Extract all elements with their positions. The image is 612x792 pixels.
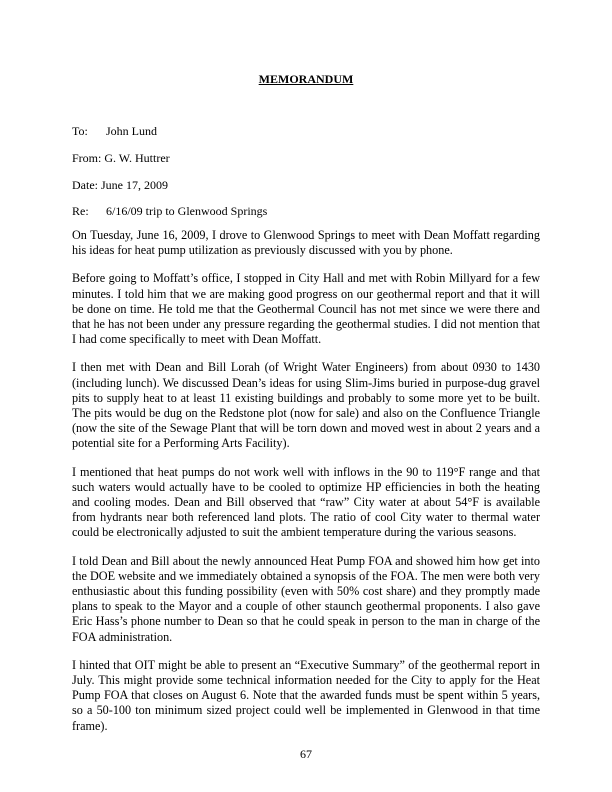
paragraph: I mentioned that heat pumps do not work well with inflows in the 90 to 119°F range and that such waters would actually have to be cooled to optimize HP efficiencies in both the heating and cooling modes. Dean and Bill observed that “raw” City water at about 54°F is available from hydrants near both referenced land plots. The ratio of cool City water to thermal water could be electronically adjusted to suit the ambient temperature during the various seasons. xyxy=(72,464,540,540)
paragraph: On Tuesday, June 16, 2009, I drove to Glenwood Springs to meet with Dean Moffatt regarding his ideas for heat pump utilization as previously discussed with you by phone. xyxy=(72,228,540,258)
date-line: Date: June 17, 2009 xyxy=(72,178,168,192)
paragraph: I hinted that OIT might be able to present an “Executive Summary” of the geothermal report in July. This might provide some technical information needed for the City to apply for the Heat Pump FOA that closes on August 6. Note that the awarded funds must be spent within 5 years, so a 50-100 ton minimum sized project could well be implemented in Glenwood in that time frame). xyxy=(72,657,540,733)
paragraph: I then met with Dean and Bill Lorah (of Wright Water Engineers) from about 0930 to 1430 (including lunch). We discussed Dean’s ideas for using Slim-Jims buried in purpose-dug gravel pits to supply heat to at least 11 existing buildings and probably to some more yet to be built. The pits would be dug on the Redstone plot (now for sale) and also on the Confluence Triangle (now the site of the Sewage Plant that will be torn down and moved west in about 2 years and a potential site for a Performing Arts Facility). xyxy=(72,360,540,451)
to-label: To: xyxy=(72,124,88,138)
re-line xyxy=(72,204,267,219)
to-line xyxy=(72,124,157,139)
memo-title: MEMORANDUM xyxy=(258,72,354,86)
memo-body xyxy=(72,228,540,747)
page-number: 67 xyxy=(300,747,312,761)
re-label: Re: xyxy=(72,204,89,218)
re-value: 6/16/09 trip to Glenwood Springs xyxy=(106,204,268,218)
paragraph: Before going to Moffatt’s office, I stopped in City Hall and met with Robin Millyard for a few minutes. I told him that we are making good progress on our geothermal report and that it will be done on time. He told me that the Geothermal Council has not met since we were there and that he has not been under any pressure regarding the geothermal studies. I did not mention that I had come specifically to meet with Dean Moffatt. xyxy=(72,271,540,347)
paragraph: I told Dean and Bill about the newly announced Heat Pump FOA and showed him how get into the DOE website and we immediately obtained a synopsis of the FOA. The men were both very enthusiastic about this funding possibility (even with 50% cost share) and they promptly made plans to speak to the Mayor and a couple of other staunch geothermal proponents. I also gave Eric Hass’s phone number to Dean so that he could speak in person to the man in charge of the FOA administration. xyxy=(72,553,540,644)
to-value: John Lund xyxy=(106,124,157,138)
from-line: From: G. W. Huttrer xyxy=(72,151,170,165)
